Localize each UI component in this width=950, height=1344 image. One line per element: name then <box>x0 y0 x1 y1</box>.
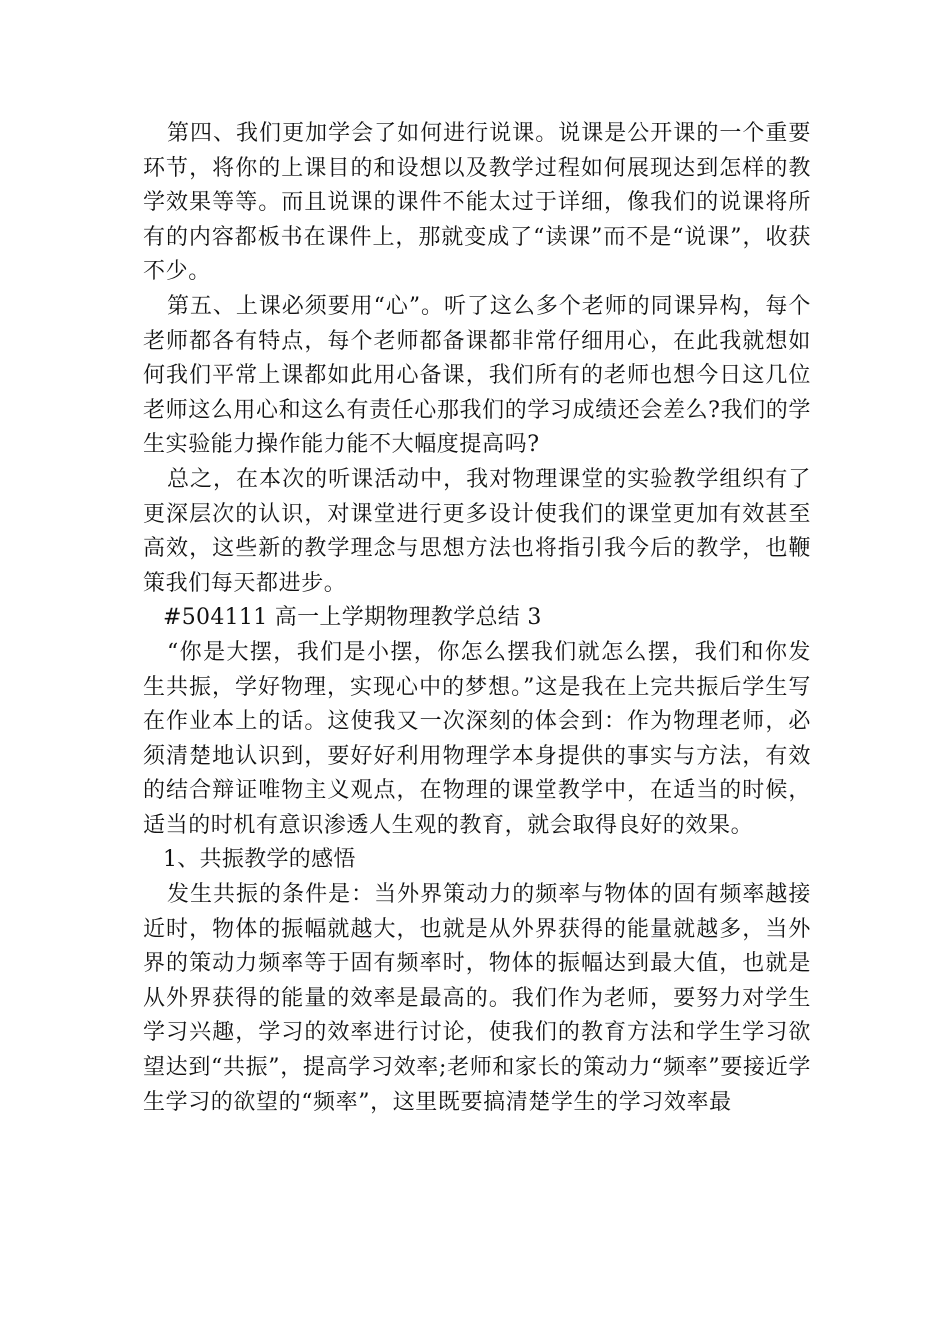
paragraph-conclusion: 总之，在本次的听课活动中，我对物理课堂的实验教学组织有了更深层次的认识，对课堂进行更多设计使我们的课堂更加有效甚至高效，这些新的教学理念与思想方法也将指引我今后的教学，也鞭策我们每天都进步。 <box>143 466 811 596</box>
paragraph-resonance-conditions: 发生共振的条件是：当外界策动力的频率与物体的固有频率越接近时，物体的振幅就越大，也就是从外界获得的能量就越多，当外界的策动力频率等于固有频率时，物体的振幅达到最大值，也就是从外界获得的能量的效率是最高的。我们作为老师，要努力对学生学习兴趣，学习的效率进行讨论，使我们的教育方法和学生学习欲望达到“共振”，提高学习效率;老师和家长的策动力“频率”要接近学生学习的欲望的“频率”，这里既要搞清楚学生的学习效率最 <box>143 882 811 1115</box>
paragraph-fifth-point: 第五、上课必须要用“心”。听了这么多个老师的同课异构，每个老师都各有特点，每个老师都备课都非常仔细用心，在此我就想如何我们平常上课都如此用心备课，我们所有的老师也想今日这几位老师这么用心和这么有责任心那我们的学习成绩还会差么?我们的学生实验能力操作能力能不大幅度提高吗? <box>143 293 811 458</box>
section-title-summary-3: #504111 高一上学期物理教学总结 3 <box>163 605 542 631</box>
paragraph-resonance-quote: “你是大摆，我们是小摆，你怎么摆我们就怎么摆，我们和你发生共振，学好物理，实现心中的梦想。”这是我在上完共振后学生写在作业本上的话。这使我又一次深刻的体会到：作为物理老师，必须清楚地认识到，要好好利用物理学本身提供的事实与方法，有效的结合辩证唯物主义观点，在物理的课堂教学中，在适当的时候，适当的时机有意识渗透人生观的教育，就会取得良好的效果。 <box>143 639 811 838</box>
document-body <box>143 117 811 1120</box>
subsection-title-resonance-insight: 1、共振教学的感悟 <box>163 847 356 873</box>
paragraph-fourth-point: 第四、我们更加学会了如何进行说课。说课是公开课的一个重要环节，将你的上课目的和设想以及教学过程如何展现达到怎样的教学效果等等。而且说课的课件不能太过于详细，像我们的说课将所有的内容都板书在课件上，那就变成了“读课”而不是“说课”，收获不少。 <box>143 121 811 285</box>
